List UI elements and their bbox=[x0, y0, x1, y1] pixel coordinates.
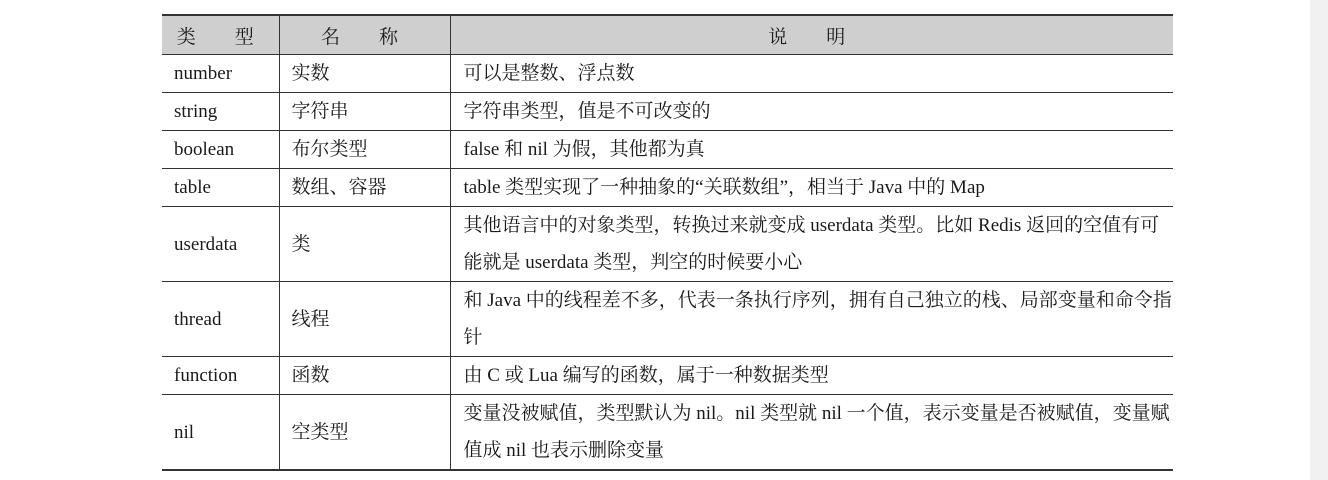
header-description: 说 明 bbox=[450, 15, 1173, 55]
name-cell: 实数 bbox=[279, 55, 450, 93]
name-cell: 空类型 bbox=[279, 395, 450, 471]
table-row bbox=[162, 357, 1173, 395]
page-edge-strip bbox=[1310, 0, 1328, 480]
type-cell: function bbox=[162, 357, 279, 395]
header-type: 类 型 bbox=[162, 15, 279, 55]
description-cell: 可以是整数、浮点数 bbox=[450, 55, 1173, 93]
type-cell: nil bbox=[162, 395, 279, 471]
table-row bbox=[162, 282, 1173, 357]
name-cell: 字符串 bbox=[279, 93, 450, 131]
description-cell: 其他语言中的对象类型，转换过来就变成 userdata 类型。比如 Redis 返回的空值有可能就是 userdata 类型，判空的时候要小心 bbox=[450, 207, 1173, 282]
type-cell: thread bbox=[162, 282, 279, 357]
table-row bbox=[162, 55, 1173, 93]
name-cell: 数组、容器 bbox=[279, 169, 450, 207]
header-name: 名 称 bbox=[279, 15, 450, 55]
description-cell: 变量没被赋值，类型默认为 nil。nil 类型就 nil 一个值，表示变量是否被赋值，变量赋值成 nil 也表示删除变量 bbox=[450, 395, 1173, 471]
name-cell: 类 bbox=[279, 207, 450, 282]
description-cell: table 类型实现了一种抽象的“关联数组”，相当于 Java 中的 Map bbox=[450, 169, 1173, 207]
table-row bbox=[162, 169, 1173, 207]
description-cell: 字符串类型，值是不可改变的 bbox=[450, 93, 1173, 131]
table-row bbox=[162, 131, 1173, 169]
type-cell: boolean bbox=[162, 131, 279, 169]
lua-data-types-table bbox=[162, 14, 1173, 471]
table-header-row bbox=[162, 15, 1173, 55]
name-cell: 函数 bbox=[279, 357, 450, 395]
description-cell: 和 Java 中的线程差不多，代表一条执行序列，拥有自己独立的栈、局部变量和命令指针 bbox=[450, 282, 1173, 357]
name-cell: 线程 bbox=[279, 282, 450, 357]
type-cell: number bbox=[174, 63, 233, 84]
description-cell: 由 C 或 Lua 编写的函数，属于一种数据类型 bbox=[450, 357, 1173, 395]
table-row bbox=[162, 93, 1173, 131]
type-cell: table bbox=[162, 169, 279, 207]
table-row bbox=[162, 207, 1173, 282]
name-cell: 布尔类型 bbox=[279, 131, 450, 169]
type-cell: userdata bbox=[162, 207, 279, 282]
type-cell: string bbox=[162, 93, 279, 131]
table-row bbox=[162, 395, 1173, 471]
description-cell: false 和 nil 为假，其他都为真 bbox=[450, 131, 1173, 169]
